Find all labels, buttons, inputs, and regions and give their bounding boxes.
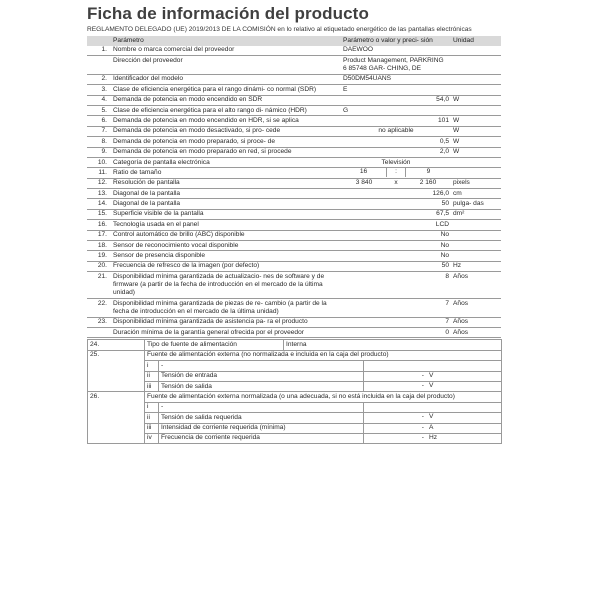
unit-cell xyxy=(451,46,501,56)
unit-cell xyxy=(451,168,501,178)
row-number: 20. xyxy=(87,261,111,271)
sub-label: Tensión de salida xyxy=(159,381,364,391)
row-number: 21. xyxy=(87,272,111,299)
value-cell: No xyxy=(341,251,451,261)
sub-index: iii xyxy=(145,381,159,391)
row-number: 3. xyxy=(87,85,111,95)
parameter-label: Demanda de potencia en modo encendido en SDR xyxy=(111,95,341,105)
row-number: 18. xyxy=(87,241,111,251)
parameter-label: Sensor de presencia disponible xyxy=(111,251,341,261)
value-cell: 0 xyxy=(341,327,451,337)
value-cell: 2,0 xyxy=(341,147,451,157)
parameter-label: Disponibilidad mínima garantizada de asistencia pa- ra el producto xyxy=(111,317,341,327)
psu-sub-row xyxy=(88,402,502,412)
sub-value-unit xyxy=(364,371,502,381)
parameter-label: Categoría de pantalla electrónica xyxy=(111,157,341,167)
row-number: 2. xyxy=(87,74,111,84)
table-row xyxy=(87,147,501,157)
sub-label: - xyxy=(159,361,364,371)
unit-cell: W xyxy=(451,126,501,136)
row-number: 7. xyxy=(87,126,111,136)
psu-sub-row xyxy=(88,413,502,423)
row-number: 17. xyxy=(87,230,111,240)
main-parameters-table xyxy=(87,36,501,338)
value-cell: 8 xyxy=(341,272,451,299)
unit-cell: Años xyxy=(451,272,501,299)
table-row xyxy=(87,251,501,261)
table-row xyxy=(87,220,501,230)
value-cell: DAEWOO xyxy=(341,46,451,56)
table-row xyxy=(87,199,501,209)
sub-value-unit xyxy=(364,361,502,371)
unit-cell xyxy=(451,157,501,167)
row-number: 15. xyxy=(87,209,111,219)
row-number: 8. xyxy=(87,137,111,147)
sub-value-unit xyxy=(364,413,502,423)
sub-label: Tensión de entrada xyxy=(159,371,364,381)
row-number xyxy=(87,327,111,337)
sub-index: i xyxy=(145,402,159,412)
unit-cell: W xyxy=(451,95,501,105)
ratio-height: 9 xyxy=(426,168,431,176)
header-parameter: Parámetro xyxy=(111,36,341,45)
unit-cell xyxy=(451,105,501,115)
sub-index: i xyxy=(145,361,159,371)
row-number: 24. xyxy=(88,340,145,350)
sub-label: Intensidad de corriente requerida (mínima) xyxy=(159,423,364,433)
row-number: 16. xyxy=(87,220,111,230)
row-number: 6. xyxy=(87,116,111,126)
value-cell: G xyxy=(341,105,451,115)
row-number: 19. xyxy=(87,251,111,261)
unit-cell xyxy=(451,74,501,84)
table-row xyxy=(87,74,501,84)
row-number: 13. xyxy=(87,189,111,199)
row-number: 23. xyxy=(87,317,111,327)
value-cell: 7 xyxy=(341,317,451,327)
unit-cell xyxy=(451,56,501,75)
parameter-label: Sensor de reconocimiento vocal disponible xyxy=(111,241,341,251)
sub-index: iv xyxy=(145,433,159,443)
sub-value-unit xyxy=(364,402,502,412)
row-number xyxy=(87,56,111,75)
parameter-label: Demanda de potencia en modo desactivado, si pro- cede xyxy=(111,126,341,136)
table-row xyxy=(87,168,501,178)
parameter-label: Diagonal de la pantalla xyxy=(111,199,341,209)
row-number: 9. xyxy=(87,147,111,157)
value-cell: E xyxy=(341,85,451,95)
ratio-separator: : xyxy=(387,168,406,176)
parameter-label: Duración mínima de la garantía general ofrecida por el proveedor xyxy=(111,327,341,337)
unit-cell: pixels xyxy=(451,178,501,188)
sub-value: - xyxy=(421,423,424,431)
parameter-label: Superficie visible de la pantalla xyxy=(111,209,341,219)
parameter-label: Frecuencia de refresco de la imagen (por defecto) xyxy=(111,261,341,271)
value-cell: 101 xyxy=(341,116,451,126)
table-row xyxy=(87,272,501,299)
value-cell: Interna xyxy=(284,340,502,350)
unit-cell: Años xyxy=(451,317,501,327)
parameter-label: Demanda de potencia en modo preparado en red, si procede xyxy=(111,147,341,157)
value-cell: 54,0 xyxy=(341,95,451,105)
sub-unit: V xyxy=(429,381,434,389)
page-title: Ficha de información del producto xyxy=(87,4,369,23)
value-cell xyxy=(341,178,451,188)
value-cell: 7 xyxy=(341,299,451,318)
value-cell: LCD xyxy=(341,220,451,230)
parameter-label: Tecnología usada en el panel xyxy=(111,220,341,230)
table-row xyxy=(87,157,501,167)
sub-value-unit xyxy=(364,433,502,443)
table-row xyxy=(87,126,501,136)
psu-sub-row xyxy=(88,381,502,391)
parameter-label: Disponibilidad mínima garantizada de piezas de re- cambio (a partir de la fecha de introducción en el mercado de la última unidad) xyxy=(111,299,341,318)
table-row xyxy=(87,105,501,115)
unit-cell xyxy=(451,230,501,240)
table-row xyxy=(87,327,501,337)
unit-cell xyxy=(451,251,501,261)
unit-cell: dm² xyxy=(451,209,501,219)
sub-unit: A xyxy=(429,423,434,431)
unit-cell: W xyxy=(451,137,501,147)
parameter-label: Resolución de pantalla xyxy=(111,178,341,188)
psu-block-row xyxy=(88,350,502,360)
value-cell: 126,0 xyxy=(341,189,451,199)
parameter-label: Diagonal de la pantalla xyxy=(111,189,341,199)
unit-cell: W xyxy=(451,147,501,157)
psu-type-row xyxy=(88,340,502,350)
unit-cell: Años xyxy=(451,327,501,337)
table-row xyxy=(87,137,501,147)
value-cell: No xyxy=(341,241,451,251)
resolution-width: 3 840 xyxy=(355,178,373,186)
table-row xyxy=(87,178,501,188)
table-row xyxy=(87,299,501,318)
value-cell: 0,5 xyxy=(341,137,451,147)
value-cell: Televisión xyxy=(341,157,451,167)
value-cell: 50 xyxy=(341,261,451,271)
parameter-label: Fuente de alimentación externa normalizada (o una adecuada, si no está incluida en la caja del producto) xyxy=(145,392,502,402)
parameter-label: Clase de eficiencia energética para el rango dinámi- co normal (SDR) xyxy=(111,85,341,95)
value-cell: 67,5 xyxy=(341,209,451,219)
table-row xyxy=(87,189,501,199)
sub-index: ii xyxy=(145,413,159,423)
table-row xyxy=(87,56,501,75)
regulation-subtitle: REGLAMENTO DELEGADO (UE) 2019/2013 DE LA COMISIÓN en lo relativo al etiquetado energético de las pantallas electrónicas xyxy=(87,26,472,33)
value-cell: Product Management, PARKRING 6 85748 GAR- CHING, DE xyxy=(341,56,451,75)
psu-sub-row xyxy=(88,361,502,371)
parameter-label: Demanda de potencia en modo encendido en HDR, si se aplica xyxy=(111,116,341,126)
parameter-label: Control automático de brillo (ABC) disponible xyxy=(111,230,341,240)
psu-block-row xyxy=(88,392,502,402)
sub-label: Frecuencia de corriente requerida xyxy=(159,433,364,443)
table-row xyxy=(87,85,501,95)
parameter-label: Nombre o marca comercial del proveedor xyxy=(111,46,341,56)
table-row xyxy=(87,261,501,271)
sub-unit: V xyxy=(429,371,434,379)
table-row xyxy=(87,95,501,105)
unit-cell xyxy=(451,220,501,230)
resolution-separator: x xyxy=(394,178,398,186)
unit-cell: W xyxy=(451,116,501,126)
row-number: 1. xyxy=(87,46,111,56)
table-row xyxy=(87,209,501,219)
psu-sub-row xyxy=(88,423,502,433)
sub-index: ii xyxy=(145,371,159,381)
unit-cell: Años xyxy=(451,299,501,318)
parameter-label: Clase de eficiencia energética para el alto rango di- námico (HDR) xyxy=(111,105,341,115)
sub-label: Tensión de salida requerida xyxy=(159,413,364,423)
power-supply-table xyxy=(87,339,502,444)
row-number: 14. xyxy=(87,199,111,209)
parameter-label: Dirección del proveedor xyxy=(111,56,341,75)
value-cell: No xyxy=(341,230,451,240)
table-row xyxy=(87,317,501,327)
ratio-width: 16 xyxy=(341,168,387,176)
sub-value: - xyxy=(421,433,424,441)
sub-unit: Hz xyxy=(429,433,438,441)
table-row xyxy=(87,241,501,251)
row-number: 22. xyxy=(87,299,111,318)
row-number: 12. xyxy=(87,178,111,188)
value-cell: D50DM54UANS xyxy=(341,74,451,84)
sub-label: - xyxy=(159,402,364,412)
unit-cell: cm xyxy=(451,189,501,199)
unit-cell: Hz xyxy=(451,261,501,271)
table-row xyxy=(87,230,501,240)
table-row xyxy=(87,116,501,126)
sub-unit: V xyxy=(429,413,434,421)
sub-value: - xyxy=(421,413,424,421)
row-number: 5. xyxy=(87,105,111,115)
row-number: 4. xyxy=(87,95,111,105)
row-number: 11. xyxy=(87,168,111,178)
sub-value-unit xyxy=(364,381,502,391)
value-cell: 50 xyxy=(341,199,451,209)
header-value: Parámetro o valor y preci- sión xyxy=(341,36,451,45)
row-number: 25. xyxy=(88,350,145,392)
table-row xyxy=(87,46,501,56)
sub-value: - xyxy=(421,381,424,389)
row-number: 10. xyxy=(87,157,111,167)
parameter-label: Identificador del modelo xyxy=(111,74,341,84)
resolution-height: 2 160 xyxy=(419,178,437,186)
sub-value-unit xyxy=(364,423,502,433)
psu-sub-row xyxy=(88,433,502,443)
parameter-label: Ratio de tamaño xyxy=(111,168,341,178)
unit-cell: pulga- das xyxy=(451,199,501,209)
table-header-row xyxy=(87,36,501,45)
sub-value: - xyxy=(421,371,424,379)
unit-cell xyxy=(451,85,501,95)
parameter-label: Tipo de fuente de alimentación xyxy=(145,340,284,350)
parameter-label: Fuente de alimentación externa (no normalizada e incluida en la caja del producto) xyxy=(145,350,502,360)
sub-index: iii xyxy=(145,423,159,433)
parameter-label: Disponibilidad mínima garantizada de actualizacio- nes de software y de firmware (a partir de la fecha de introducción en el mercado de la última unidad) xyxy=(111,272,341,299)
parameter-label: Demanda de potencia en modo preparado, si proce- de xyxy=(111,137,341,147)
header-unit: Unidad xyxy=(451,36,501,45)
row-number: 26. xyxy=(88,392,145,444)
psu-sub-row xyxy=(88,371,502,381)
unit-cell xyxy=(451,241,501,251)
value-cell: no aplicable xyxy=(341,126,451,136)
value-cell xyxy=(341,168,451,178)
product-fiche xyxy=(87,4,501,444)
